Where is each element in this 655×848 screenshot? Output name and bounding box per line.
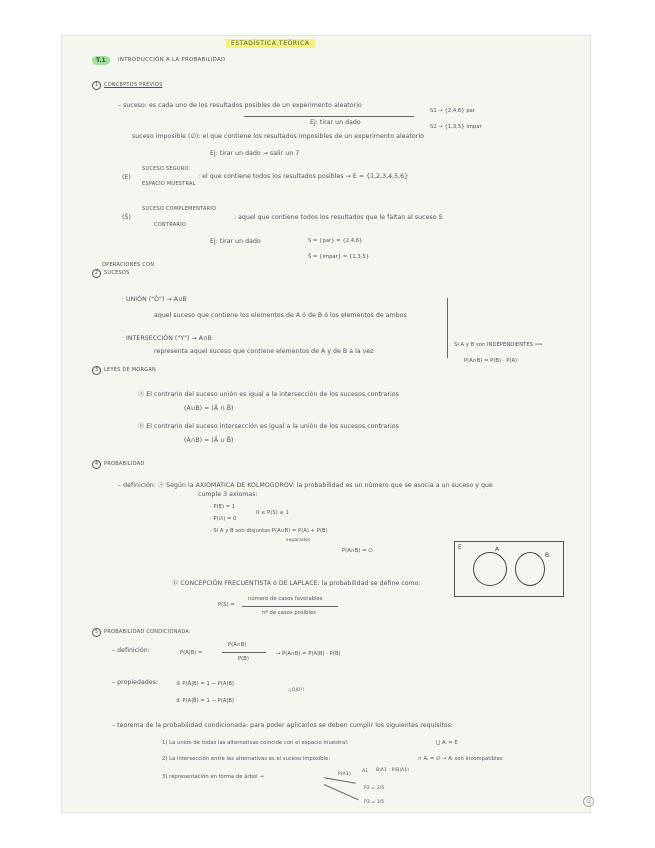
s1-title: CONCEPTOS PREVIOS xyxy=(104,82,163,88)
s-par: S = {par} = {2,4,6} xyxy=(308,238,363,244)
axioma-3: · Si A y B son disjuntos P(A∪B) = P(A) + P(B) xyxy=(210,528,328,534)
seguro-def: : el que contiene todos los resultados posibles → E = {1,2,3,4,5,6} xyxy=(198,173,409,180)
divider xyxy=(447,298,448,358)
prop-1: ① P(Ā|B) = 1 − P(A|B) xyxy=(176,681,235,687)
s2-number: 2 xyxy=(92,269,101,278)
req-3: 3) representación en forma de árbol → xyxy=(162,774,264,780)
s-label: (S̄) xyxy=(122,214,131,221)
cond-fraction-bar xyxy=(222,652,266,653)
prob-def-2: cumple 3 axiomas: xyxy=(198,491,258,498)
req-1: 1) La unión de todas las alternativas coincide con el espacio muestral: xyxy=(162,740,349,746)
s2-heading xyxy=(92,269,130,278)
inter-op: · INTERSECCIÓN ("Y") → A∩B xyxy=(122,335,212,342)
venn-diagram xyxy=(454,541,564,597)
cond-result: → P(A∩B) = P(A|B) · P(B) xyxy=(276,651,341,657)
s3-number: 3 xyxy=(92,366,101,375)
tree-p3: P3 = 1/5 xyxy=(364,800,385,805)
espacio-label: ESPACIO MUESTRAL xyxy=(142,181,196,187)
laplace-def: Ⓑ CONCEPCIÓN FRECUENTISTA ó DE LAPLACE: la probabilidad se define como: xyxy=(172,580,421,587)
venn-a-label: A xyxy=(495,546,500,553)
separados-note: separados xyxy=(286,538,311,543)
props-label: – propiedades: xyxy=(112,679,159,686)
underline xyxy=(244,116,414,117)
par-set: S1 → {2,4,6} par xyxy=(430,108,476,114)
s5-number: 5 xyxy=(92,628,101,637)
req-2-formula: ∩ Aᵢ = ∅ → Aᵢ son incompatibles xyxy=(418,756,503,762)
contrario-label: CONTRARIO xyxy=(154,222,187,228)
tree-branch-1 xyxy=(324,777,356,784)
venn-b-label: B xyxy=(545,552,550,559)
s4-heading xyxy=(92,460,144,469)
e-label: (E) xyxy=(122,174,131,181)
impar-set: S2 → {1,3,5} impar xyxy=(430,124,482,130)
tree-a1: A1 xyxy=(362,769,369,774)
cond-pab: P(A|B) = xyxy=(180,650,203,656)
morgan-a: Ⓐ El contrario del suceso unión es igual a la intersección de los sucesos contrarios xyxy=(138,391,399,398)
independientes-formula: P(A∩B) = P(B) · P(A) xyxy=(464,358,518,364)
venn-circle-a xyxy=(473,552,507,586)
ej-dado-2: Ej: tirar un dado → salir un 7 xyxy=(210,150,300,157)
tree-p-a1: P(A1) xyxy=(338,772,351,777)
req-2: 2) La intersección entre las alternativas es el suceso imposible: xyxy=(162,756,331,762)
s-impar: S̄ = {impar} = {1,3,5} xyxy=(308,254,370,260)
tree-p2: P2 = 2/5 xyxy=(364,786,385,791)
ps-label: P(S) = xyxy=(218,602,235,608)
s1-number: 1 xyxy=(92,81,101,90)
imposible-def: suceso imposible (∅): el que contiene los resultados imposibles de un experimento aleatorio xyxy=(132,133,424,140)
s2-title-2: SUCESOS xyxy=(104,270,130,276)
fraction-bar xyxy=(242,606,338,607)
laplace-numerator: número de casos favorables xyxy=(248,596,323,602)
inter-def: representa aquel suceso que contiene elementos de A y de B a la vez xyxy=(154,348,374,355)
cond-numerator: P(A∩B) xyxy=(228,642,247,648)
union-op: · UNIÓN ("Ó") → A∪B xyxy=(122,296,187,303)
tree-branch-2 xyxy=(324,784,359,800)
s4-number: 4 xyxy=(92,460,101,469)
topic-heading: INTRODUCCIÓN A LA PROBABILIDAD xyxy=(118,57,226,63)
pab-empty: P(A∩B) = ∅ xyxy=(342,548,373,554)
notebook-page xyxy=(62,36,590,812)
page-title: ESTADÍSTICA TEÓRICA xyxy=(226,39,315,48)
s5-heading xyxy=(92,628,191,637)
venn-circle-b xyxy=(515,552,545,586)
complementario-label: SUCESO COMPLEMENTARIO xyxy=(142,206,217,212)
morgan-b-formula: (A∩B) = (Ā ∪ B̄) xyxy=(184,437,234,444)
s3-title: LEYES DE MORGAN xyxy=(104,367,157,373)
topic-tag: T.1 xyxy=(92,56,110,65)
s5-title: PROBABILIDAD CONDICIONADA: xyxy=(104,629,191,635)
s1-heading xyxy=(92,81,163,90)
corner-logo: G xyxy=(583,796,594,807)
prop-2: ② P(A|B̄) = 1 − P(A|B) xyxy=(176,698,235,704)
independientes: Si A y B son INDEPENDIENTES ⟹ xyxy=(454,342,543,348)
union-def: aquel suceso que contiene los elementos de A ó de B ó los elementos de ambos xyxy=(154,312,407,319)
tree-b-a1: B|A1 · P(B|A1) xyxy=(376,768,409,773)
laplace-denominator: nº de casos posibles xyxy=(262,610,317,616)
seguro-label: SUCESO SEGURO xyxy=(142,166,189,172)
req-1-formula: ⋃ Aᵢ = E xyxy=(436,740,458,746)
venn-e-label: E xyxy=(458,544,462,551)
cond-denominator: P(B) xyxy=(238,656,249,662)
morgan-a-formula: (A∪B) = (Ā ∩ B̄) xyxy=(184,405,234,412)
s4-title: PROBABILIDAD xyxy=(104,461,145,467)
cond-def-label: – definición: xyxy=(112,647,150,654)
suceso-def: – suceso: es cada uno de los resultados posibles de un experimento aleatorio xyxy=(118,102,362,109)
ojo-note: ¡¡OJO!! xyxy=(288,688,305,693)
teorema: – teorema de la probabilidad condicionada: para poder aplicarlos se deben cumplir los siguientes requisitos: xyxy=(112,722,454,729)
complementario-def: : aquel que contiene todos los resultados que le faltan al suceso S xyxy=(234,214,443,221)
axioma-1: · P(E) = 1 xyxy=(210,504,236,510)
ej-dado-3: Ej: tirar un dado xyxy=(210,238,261,245)
prob-def: – definición: Ⓐ Según la AXIOMÁTICA DE KOLMOGOROV: la probabilidad es un número que se asocia a un suceso y que xyxy=(118,482,493,489)
axioma-2: · P(∅) = 0 xyxy=(210,516,237,522)
axioma-2b: 0 ≤ P(S) ≤ 1 xyxy=(256,510,289,516)
ej-dado-1: Ej: tirar un dado xyxy=(310,119,361,126)
s2-title-1: OPERACIONES CON xyxy=(102,262,155,268)
morgan-b: Ⓑ El contrario del suceso intersección es igual a la unión de los sucesos contrarios xyxy=(138,423,399,430)
s3-heading xyxy=(92,366,156,375)
